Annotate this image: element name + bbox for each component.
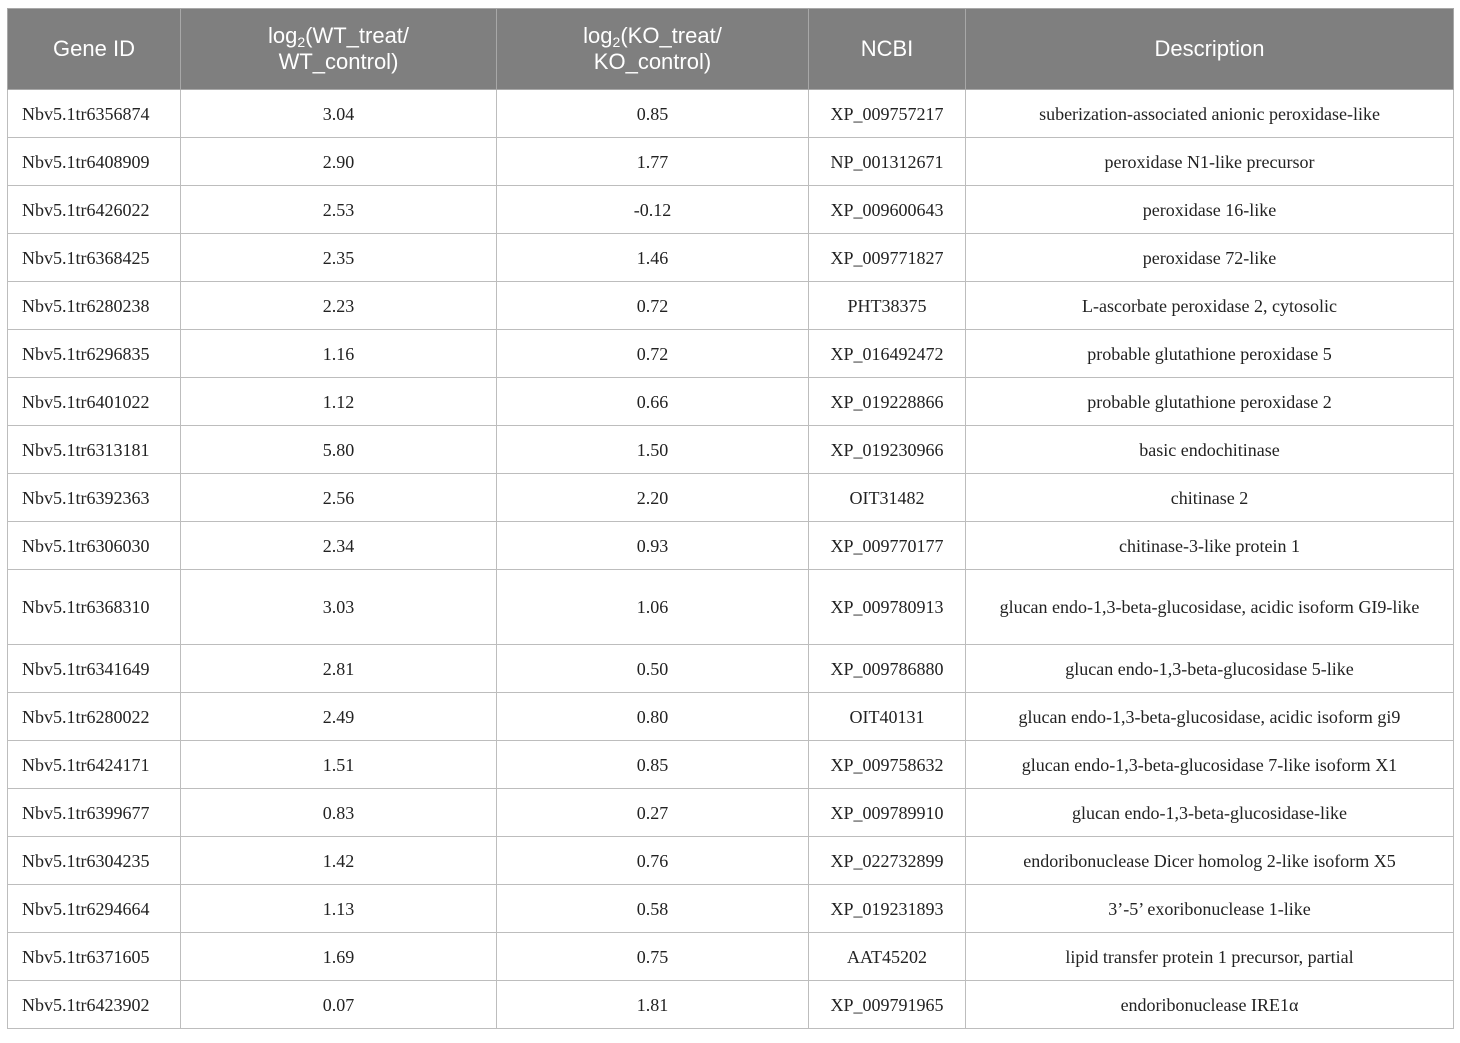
cell-wt-log2-ratio: 1.16 (181, 330, 497, 378)
cell-description: probable glutathione peroxidase 5 (966, 330, 1454, 378)
cell-description: lipid transfer protein 1 precursor, partial (966, 933, 1454, 981)
cell-ko-log2-ratio: 2.20 (497, 474, 809, 522)
cell-description: glucan endo-1,3-beta-glucosidase 7-like isoform X1 (966, 741, 1454, 789)
cell-ncbi-accession: OIT40131 (809, 693, 966, 741)
cell-wt-log2-ratio: 1.69 (181, 933, 497, 981)
cell-ko-log2-ratio: 1.50 (497, 426, 809, 474)
table-row (8, 282, 1454, 330)
cell-description: glucan endo-1,3-beta-glucosidase 5-like (966, 645, 1454, 693)
cell-description: endoribonuclease Dicer homolog 2-like isoform X5 (966, 837, 1454, 885)
cell-ncbi-accession: XP_019228866 (809, 378, 966, 426)
table-row (8, 474, 1454, 522)
table-row (8, 789, 1454, 837)
header-wt-ratio (181, 9, 497, 90)
cell-wt-log2-ratio: 0.83 (181, 789, 497, 837)
gene-expression-table (7, 8, 1454, 1029)
cell-description: L-ascorbate peroxidase 2, cytosolic (966, 282, 1454, 330)
cell-ncbi-accession: XP_009758632 (809, 741, 966, 789)
table-row (8, 570, 1454, 645)
cell-gene-id: Nbv5.1tr6423902 (8, 981, 181, 1029)
header-description-label: Description (1154, 36, 1265, 61)
cell-gene-id: Nbv5.1tr6368310 (8, 570, 181, 645)
cell-ko-log2-ratio: 0.50 (497, 645, 809, 693)
cell-wt-log2-ratio: 2.53 (181, 186, 497, 234)
cell-ko-log2-ratio: 0.80 (497, 693, 809, 741)
table-row (8, 741, 1454, 789)
cell-gene-id: Nbv5.1tr6280238 (8, 282, 181, 330)
cell-ncbi-accession: XP_019231893 (809, 885, 966, 933)
cell-wt-log2-ratio: 1.42 (181, 837, 497, 885)
cell-ncbi-accession: XP_009600643 (809, 186, 966, 234)
header-ko-subscript: 2 (612, 34, 621, 50)
cell-ko-log2-ratio: 1.06 (497, 570, 809, 645)
header-ncbi-label: NCBI (860, 36, 914, 61)
cell-ncbi-accession: XP_009770177 (809, 522, 966, 570)
cell-ncbi-accession: XP_009791965 (809, 981, 966, 1029)
header-description (966, 9, 1454, 90)
header-ko-ratio (497, 9, 809, 90)
cell-wt-log2-ratio: 1.12 (181, 378, 497, 426)
header-gene-id-label: Gene ID (53, 36, 135, 61)
cell-description: chitinase 2 (966, 474, 1454, 522)
cell-ncbi-accession: XP_009786880 (809, 645, 966, 693)
table-row (8, 933, 1454, 981)
table-row (8, 837, 1454, 885)
table-row (8, 981, 1454, 1029)
table-row (8, 138, 1454, 186)
cell-description: glucan endo-1,3-beta-glucosidase-like (966, 789, 1454, 837)
cell-gene-id: Nbv5.1tr6392363 (8, 474, 181, 522)
cell-ncbi-accession: XP_019230966 (809, 426, 966, 474)
cell-description: peroxidase 16-like (966, 186, 1454, 234)
cell-ncbi-accession: OIT31482 (809, 474, 966, 522)
cell-description: endoribonuclease IRE1α (966, 981, 1454, 1029)
cell-wt-log2-ratio: 2.90 (181, 138, 497, 186)
cell-wt-log2-ratio: 1.13 (181, 885, 497, 933)
cell-wt-log2-ratio: 2.56 (181, 474, 497, 522)
cell-ncbi-accession: XP_016492472 (809, 330, 966, 378)
table-body (8, 90, 1454, 1029)
table-row (8, 693, 1454, 741)
cell-ko-log2-ratio: 0.27 (497, 789, 809, 837)
cell-gene-id: Nbv5.1tr6313181 (8, 426, 181, 474)
table-row (8, 90, 1454, 138)
cell-wt-log2-ratio: 2.34 (181, 522, 497, 570)
table-row (8, 234, 1454, 282)
cell-ko-log2-ratio: 0.58 (497, 885, 809, 933)
header-ko-rest: (KO_treat/ (620, 23, 722, 48)
header-gene-id (8, 9, 181, 90)
header-ncbi (809, 9, 966, 90)
cell-wt-log2-ratio: 2.81 (181, 645, 497, 693)
cell-gene-id: Nbv5.1tr6356874 (8, 90, 181, 138)
cell-gene-id: Nbv5.1tr6341649 (8, 645, 181, 693)
cell-ko-log2-ratio: 1.77 (497, 138, 809, 186)
cell-ko-log2-ratio: 0.75 (497, 933, 809, 981)
cell-gene-id: Nbv5.1tr6401022 (8, 378, 181, 426)
cell-wt-log2-ratio: 1.51 (181, 741, 497, 789)
cell-description: chitinase-3-like protein 1 (966, 522, 1454, 570)
table-row (8, 426, 1454, 474)
cell-ko-log2-ratio: 1.46 (497, 234, 809, 282)
cell-ncbi-accession: NP_001312671 (809, 138, 966, 186)
cell-description: peroxidase N1-like precursor (966, 138, 1454, 186)
cell-ko-log2-ratio: 0.66 (497, 378, 809, 426)
cell-ko-log2-ratio: 0.72 (497, 282, 809, 330)
cell-description: glucan endo-1,3-beta-glucosidase, acidic isoform gi9 (966, 693, 1454, 741)
cell-gene-id: Nbv5.1tr6296835 (8, 330, 181, 378)
table-row (8, 378, 1454, 426)
cell-ko-log2-ratio: 0.72 (497, 330, 809, 378)
cell-ncbi-accession: XP_009780913 (809, 570, 966, 645)
cell-ko-log2-ratio: 0.93 (497, 522, 809, 570)
cell-gene-id: Nbv5.1tr6304235 (8, 837, 181, 885)
table-row (8, 645, 1454, 693)
cell-gene-id: Nbv5.1tr6368425 (8, 234, 181, 282)
cell-ko-log2-ratio: 1.81 (497, 981, 809, 1029)
cell-wt-log2-ratio: 3.03 (181, 570, 497, 645)
cell-description: probable glutathione peroxidase 2 (966, 378, 1454, 426)
cell-description: 3’-5’ exoribonuclease 1-like (966, 885, 1454, 933)
header-wt-line2: WT_control) (278, 49, 399, 74)
cell-ncbi-accession: XP_009789910 (809, 789, 966, 837)
cell-ncbi-accession: AAT45202 (809, 933, 966, 981)
cell-ncbi-accession: PHT38375 (809, 282, 966, 330)
header-row (8, 9, 1454, 90)
table-row (8, 186, 1454, 234)
cell-wt-log2-ratio: 2.49 (181, 693, 497, 741)
cell-ko-log2-ratio: -0.12 (497, 186, 809, 234)
cell-ncbi-accession: XP_009757217 (809, 90, 966, 138)
cell-description: suberization-associated anionic peroxidase-like (966, 90, 1454, 138)
cell-ncbi-accession: XP_022732899 (809, 837, 966, 885)
cell-gene-id: Nbv5.1tr6408909 (8, 138, 181, 186)
cell-description: basic endochitinase (966, 426, 1454, 474)
cell-gene-id: Nbv5.1tr6306030 (8, 522, 181, 570)
header-ko-line2: KO_control) (593, 49, 712, 74)
cell-ncbi-accession: XP_009771827 (809, 234, 966, 282)
cell-description: glucan endo-1,3-beta-glucosidase, acidic isoform GI9-like (966, 570, 1454, 645)
table-row (8, 330, 1454, 378)
cell-gene-id: Nbv5.1tr6280022 (8, 693, 181, 741)
cell-wt-log2-ratio: 2.23 (181, 282, 497, 330)
cell-wt-log2-ratio: 0.07 (181, 981, 497, 1029)
cell-gene-id: Nbv5.1tr6294664 (8, 885, 181, 933)
header-wt-rest: (WT_treat/ (305, 23, 410, 48)
cell-ko-log2-ratio: 0.85 (497, 741, 809, 789)
cell-gene-id: Nbv5.1tr6426022 (8, 186, 181, 234)
cell-gene-id: Nbv5.1tr6424171 (8, 741, 181, 789)
table-row (8, 885, 1454, 933)
cell-wt-log2-ratio: 2.35 (181, 234, 497, 282)
table-header (8, 9, 1454, 90)
cell-description: peroxidase 72-like (966, 234, 1454, 282)
header-wt-subscript: 2 (297, 34, 306, 50)
cell-wt-log2-ratio: 5.80 (181, 426, 497, 474)
gene-table-container (7, 8, 1453, 1029)
cell-gene-id: Nbv5.1tr6371605 (8, 933, 181, 981)
cell-ko-log2-ratio: 0.85 (497, 90, 809, 138)
cell-gene-id: Nbv5.1tr6399677 (8, 789, 181, 837)
header-wt-prefix: log (267, 23, 298, 48)
table-row (8, 522, 1454, 570)
header-ko-prefix: log (583, 23, 613, 48)
cell-wt-log2-ratio: 3.04 (181, 90, 497, 138)
cell-ko-log2-ratio: 0.76 (497, 837, 809, 885)
